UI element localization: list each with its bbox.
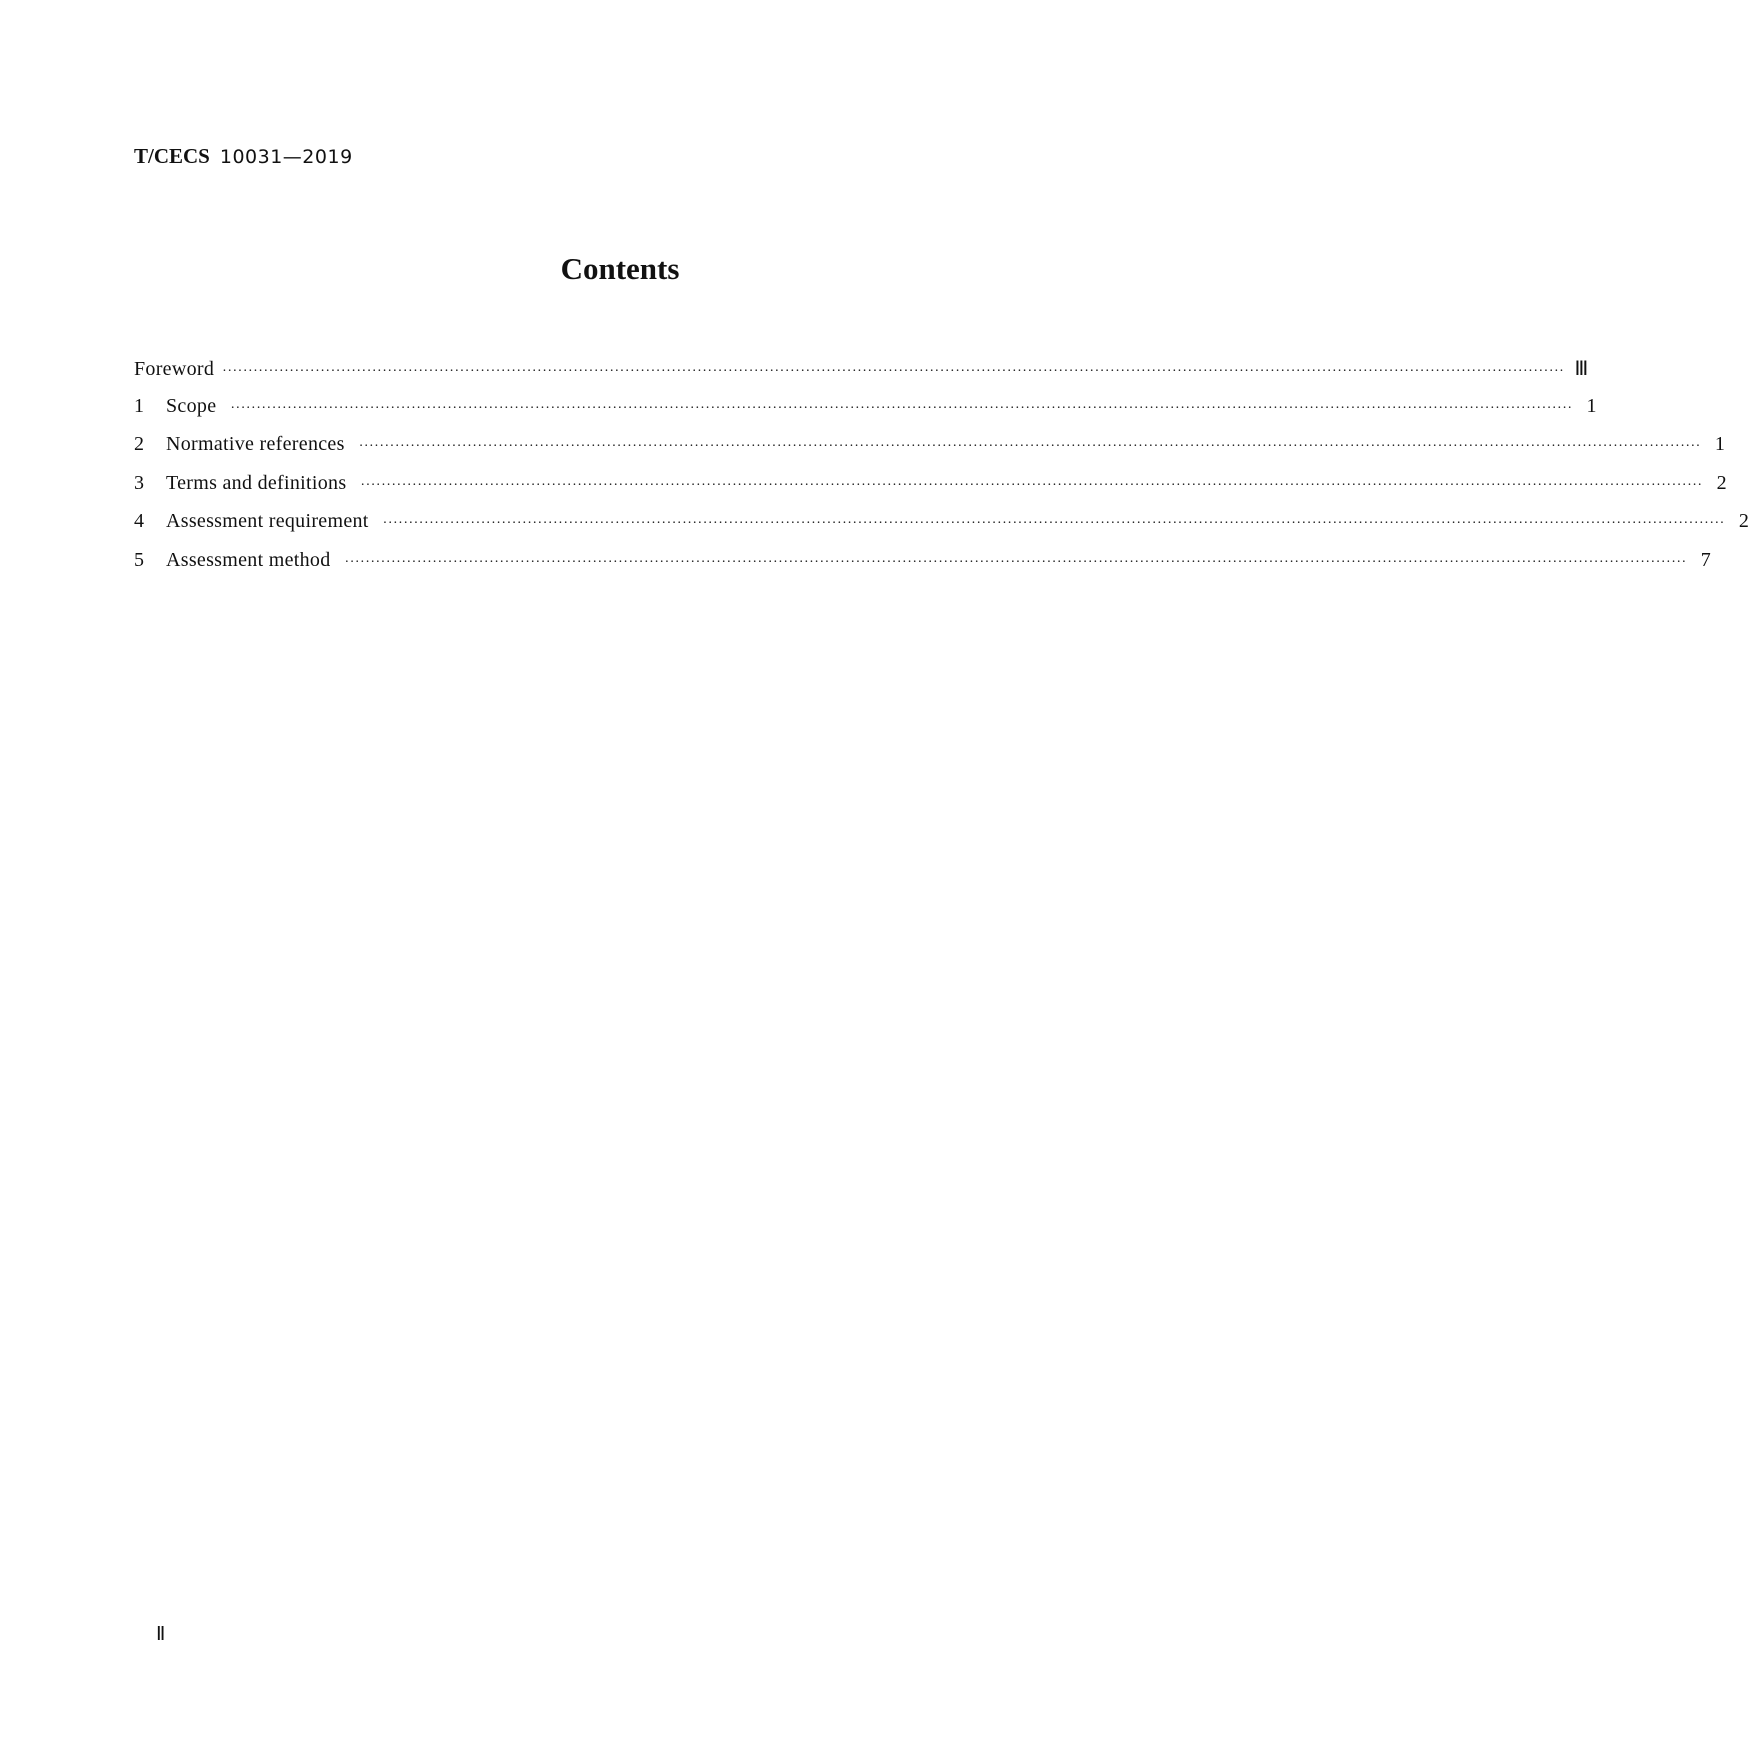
page-title: Contents xyxy=(560,251,680,286)
toc-entry-title: Foreword xyxy=(134,358,215,380)
standard-prefix: T/CECS xyxy=(134,144,210,168)
toc-entry-number: 2 xyxy=(134,433,144,456)
toc-entry-title: Assessment requirement xyxy=(166,510,369,533)
toc-entry-page: 7 xyxy=(1700,548,1711,571)
toc-entry-title: Assessment method xyxy=(166,548,331,571)
toc-entry-page: Ⅲ xyxy=(1574,358,1589,380)
toc-entry-title: Scope xyxy=(166,394,217,417)
toc-entry-assessment-requirement[interactable] xyxy=(134,510,1749,549)
toc-entry-number: 1 xyxy=(134,394,144,417)
toc-entry-terms-and-definitions[interactable] xyxy=(134,471,1727,511)
dot-leader: ···································································································································································································································································· xyxy=(222,364,1565,379)
standard-code xyxy=(134,143,353,170)
toc-entry-number: 4 xyxy=(134,510,144,533)
toc-entry-number: 5 xyxy=(134,548,144,571)
toc-entry-page: 1 xyxy=(1714,433,1725,456)
toc-entry-scope[interactable] xyxy=(134,394,1597,434)
table-of-contents xyxy=(134,356,1749,588)
toc-entry-page: 2 xyxy=(1716,471,1727,494)
dot-leader: ···································································································································································································································································· xyxy=(344,554,1687,570)
dot-leader: ···································································································································································································································································· xyxy=(230,400,1573,416)
toc-entry-foreword[interactable] xyxy=(134,356,1589,395)
toc-entry-title: Normative references xyxy=(166,433,345,456)
toc-entry-normative-references[interactable] xyxy=(134,433,1725,472)
toc-entry-assessment-method[interactable] xyxy=(134,548,1711,588)
standard-number: 10031—2019 xyxy=(219,146,353,168)
dot-leader: ···································································································································································································································································· xyxy=(358,439,1701,455)
dot-leader: ···································································································································································································································································· xyxy=(382,516,1725,532)
toc-entry-page: 1 xyxy=(1586,394,1597,417)
toc-entry-title: Terms and definitions xyxy=(166,471,347,494)
toc-entry-page: 2 xyxy=(1738,510,1749,533)
dot-leader: ···································································································································································································································································· xyxy=(360,477,1703,493)
page-number: Ⅱ xyxy=(156,1624,166,1645)
toc-entry-number: 3 xyxy=(134,471,144,494)
